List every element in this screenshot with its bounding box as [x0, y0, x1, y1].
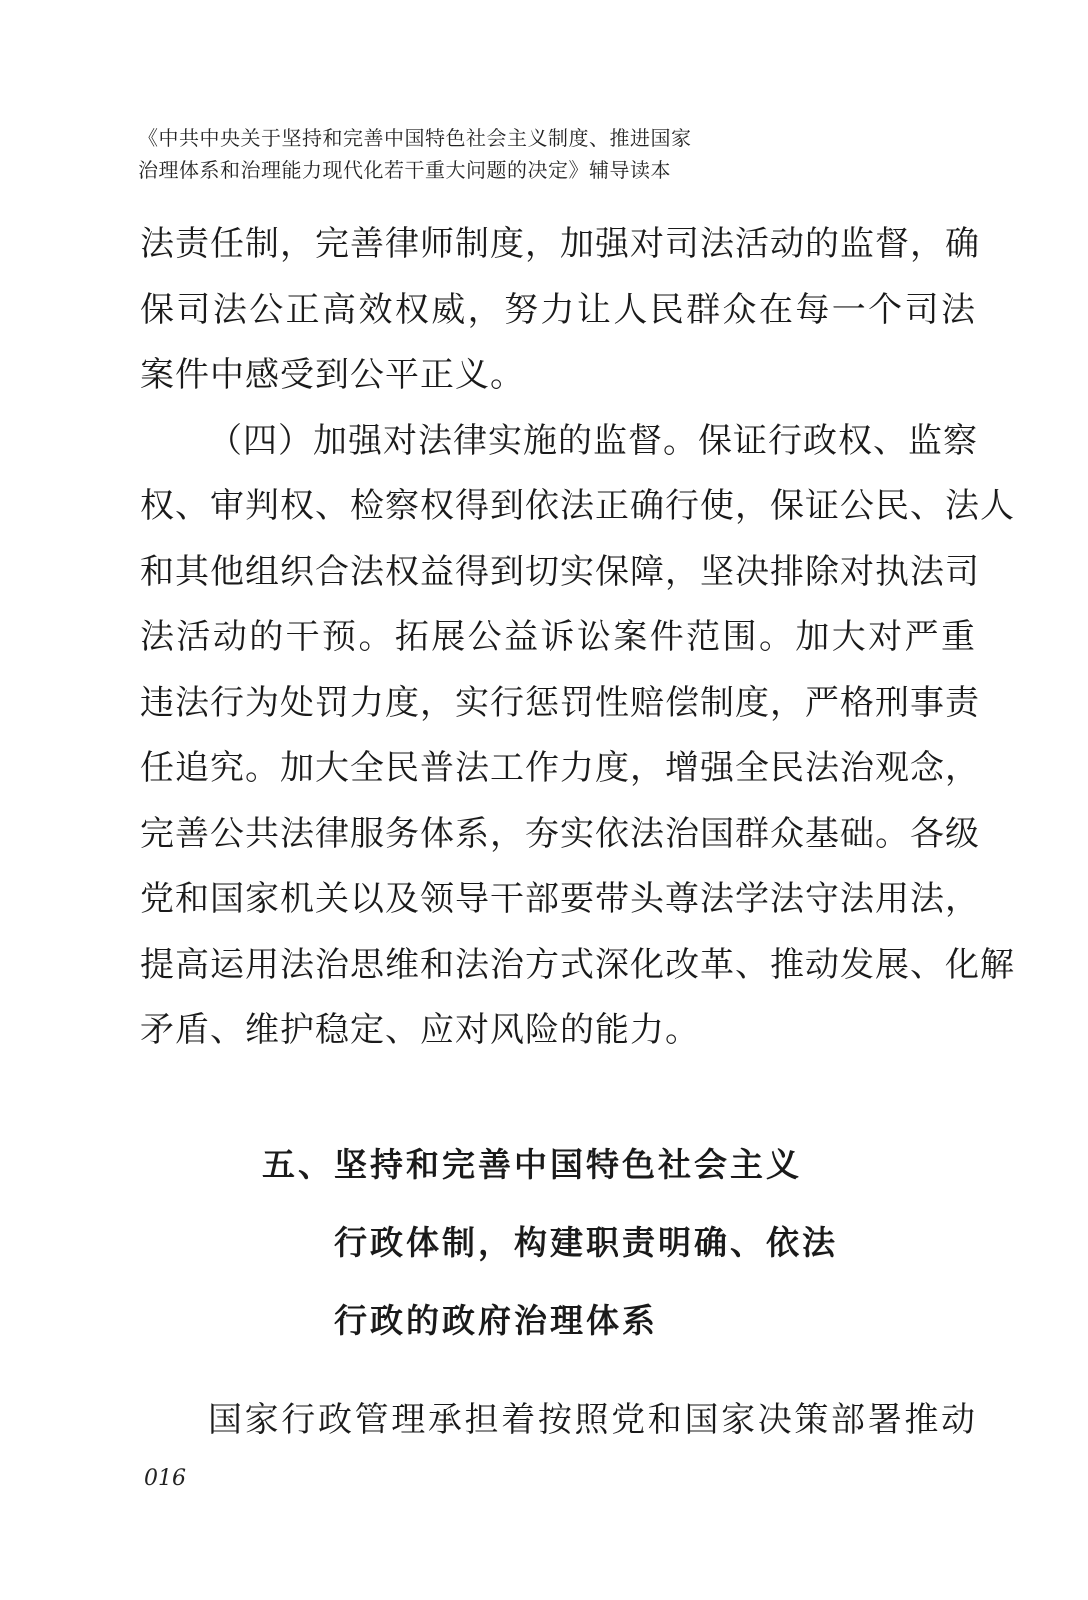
paragraph-line: （四）加强对法律实施的监督。保证行政权、监察 [208, 420, 978, 461]
body-text [140, 212, 1015, 1064]
paragraph-line: 矛盾、维护稳定、应对风险的能力。 [140, 1010, 700, 1050]
running-head-line: 治理体系和治理能力现代化若干重大问题的决定》辅导读本 [138, 158, 671, 182]
paragraph-line: 和其他组织合法权益得到切实保障，坚决排除对执法司 [140, 551, 980, 592]
paragraph-line: 任追究。加大全民普法工作力度，增强全民法治观念， [140, 748, 980, 788]
running-head [138, 122, 778, 186]
running-head-line: 《中共中央关于坚持和完善中国特色社会主义制度、推进国家 [138, 126, 692, 150]
section-heading [262, 1126, 862, 1360]
paragraph-line: 法活动的干预。拓展公益诉讼案件范围。加大对严重 [140, 617, 976, 657]
paragraph-line: 法责任制，完善律师制度，加强对司法活动的监督，确 [140, 224, 980, 264]
section-heading-line: 行政体制，构建职责明确、依法 [334, 1223, 838, 1262]
page-number: 016 [144, 1466, 186, 1491]
paragraph-line: 保司法公正高效权威，努力让人民群众在每一个司法 [140, 289, 976, 330]
section-heading-line: 五、坚持和完善中国特色社会主义 [262, 1145, 802, 1184]
paragraph-line: 完善公共法律服务体系，夯实依法治国群众基础。各级 [140, 813, 980, 854]
section-heading-line: 行政的政府治理体系 [334, 1301, 658, 1340]
paragraph-line: 案件中感受到公平正义。 [140, 355, 525, 395]
paragraph-line: 党和国家机关以及领导干部要带头尊法学法守法用法， [140, 879, 980, 919]
paragraph-line: 违法行为处罚力度，实行惩罚性赔偿制度，严格刑事责 [140, 682, 980, 723]
paragraph-line: 国家行政管理承担着按照党和国家决策部署推动 [208, 1400, 976, 1440]
paragraph-line: 提高运用法治思维和法治方式深化改革、推动发展、化解 [140, 944, 1015, 985]
closing-paragraph [140, 1388, 976, 1453]
paragraph-line: 权、审判权、检察权得到依法正确行使，保证公民、法人 [140, 486, 1015, 526]
